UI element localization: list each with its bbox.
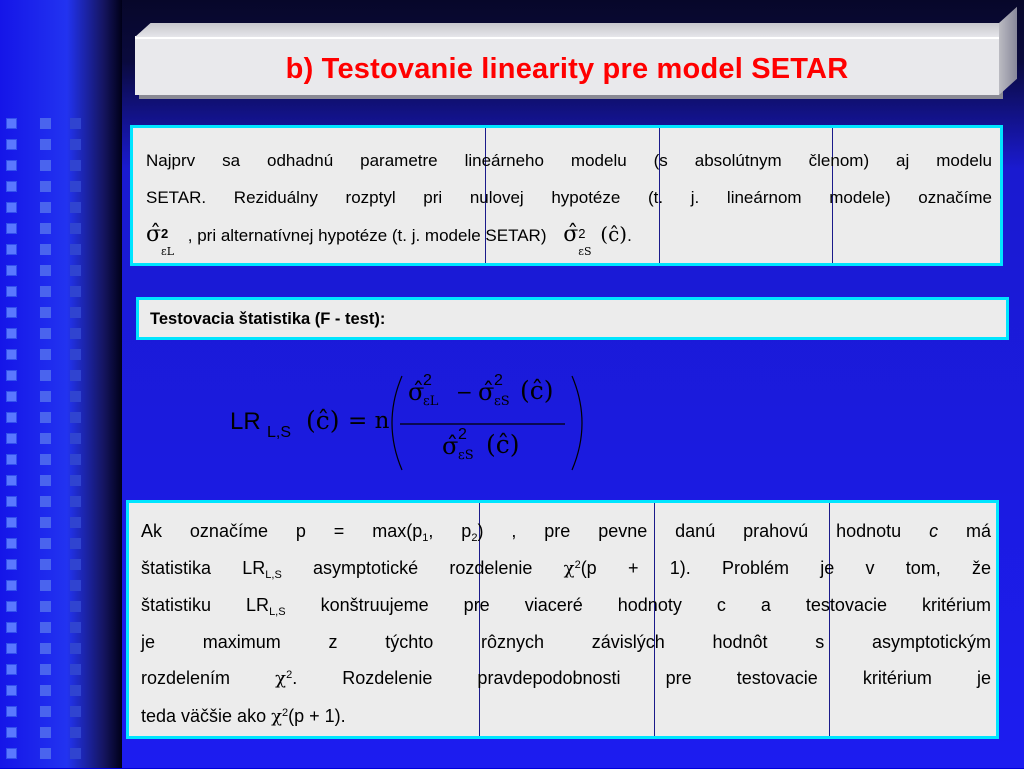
explanation-line-1: Ak označíme $p = \max(p_1$, $p_2$) , pre pevne danú prahovú hodnotu c má — [141, 521, 991, 544]
superscript: 2 — [161, 226, 169, 241]
subscript: εL — [161, 245, 175, 258]
subscript: εS — [578, 245, 592, 258]
sigma-hat-symbol: σ̂ — [478, 378, 495, 406]
explanation-line-6: teda väčšie ako $\chi^2(p + 1)$. — [141, 705, 346, 727]
intro-line-3 — [146, 216, 992, 258]
decorative-squares — [6, 118, 26, 769]
superscript: 2 — [494, 372, 503, 389]
test-statistic-label: Testovacia štatistika (F - test): — [150, 310, 386, 328]
lr-argument: (ĉ) — [306, 406, 340, 435]
sigma-hat-symbol: σ̂ — [408, 378, 425, 406]
left-decorative-band — [0, 0, 122, 768]
explanation-line-5: rozdelením $\chi^2$. Rozdelenie pravdepodobnosti pre testovacie kritérium je — [141, 668, 991, 689]
slide-title: b) Testovanie linearity pre model SETAR — [285, 52, 849, 85]
period: . — [627, 226, 632, 245]
subscript: εL — [423, 394, 439, 409]
intro-text-box — [130, 125, 1003, 266]
explanation-line-2: štatistika $LR_{L,S}$ asymptotické rozdelenie $\chi^2(p + 1)$. Problém je v tom, že — [141, 557, 991, 581]
explanation-paragraph — [141, 513, 991, 735]
test-statistic-label-box — [136, 297, 1009, 340]
explanation-line-4: je maximum z týchto rôznych závislých hodnôt s asymptotickým — [141, 631, 991, 652]
intro-paragraph — [146, 142, 992, 258]
superscript: 2 — [458, 426, 467, 443]
c-hat-argument: (ĉ) — [520, 376, 554, 405]
sigma-hat-symbol: σ̂ — [442, 432, 459, 460]
superscript: 2 — [578, 226, 586, 241]
sigma-hat-symbol: σ̂ — [563, 222, 579, 247]
lr-symbol: LR — [230, 408, 261, 435]
c-hat-argument: (ĉ) — [486, 430, 520, 459]
lr-formula — [230, 368, 590, 478]
decorative-squares-3 — [70, 118, 90, 769]
intro-line-3-text: , pri alternatívnej hypotéze (t. j. modele SETAR) — [187, 226, 547, 245]
decorative-squares-2 — [40, 118, 60, 769]
c-hat-argument: (ĉ) — [600, 222, 628, 246]
sigma-hat-symbol: σ̂ — [146, 222, 162, 247]
minus-sign: − — [456, 380, 473, 404]
equals-n: = n — [348, 408, 390, 434]
intro-line-1: Najprv sa odhadnú parametre lineárneho modelu (s absolútnym členom) aj modelu — [146, 151, 992, 170]
subscript: εS — [494, 394, 510, 409]
explanation-line-3: štatistiku $LR_{L,S}$ konštruujeme pre viaceré hodnoty c a testovacie kritérium — [141, 595, 991, 618]
intro-line-2: SETAR. Reziduálny rozptyl pri nulovej hypotéze (t. j. lineárnom modele) označíme — [146, 188, 992, 207]
title-banner — [135, 36, 999, 95]
explanation-text-box — [126, 500, 999, 739]
lr-subscript: L,S — [267, 424, 292, 441]
subscript: εS — [458, 448, 474, 463]
superscript: 2 — [423, 372, 432, 389]
